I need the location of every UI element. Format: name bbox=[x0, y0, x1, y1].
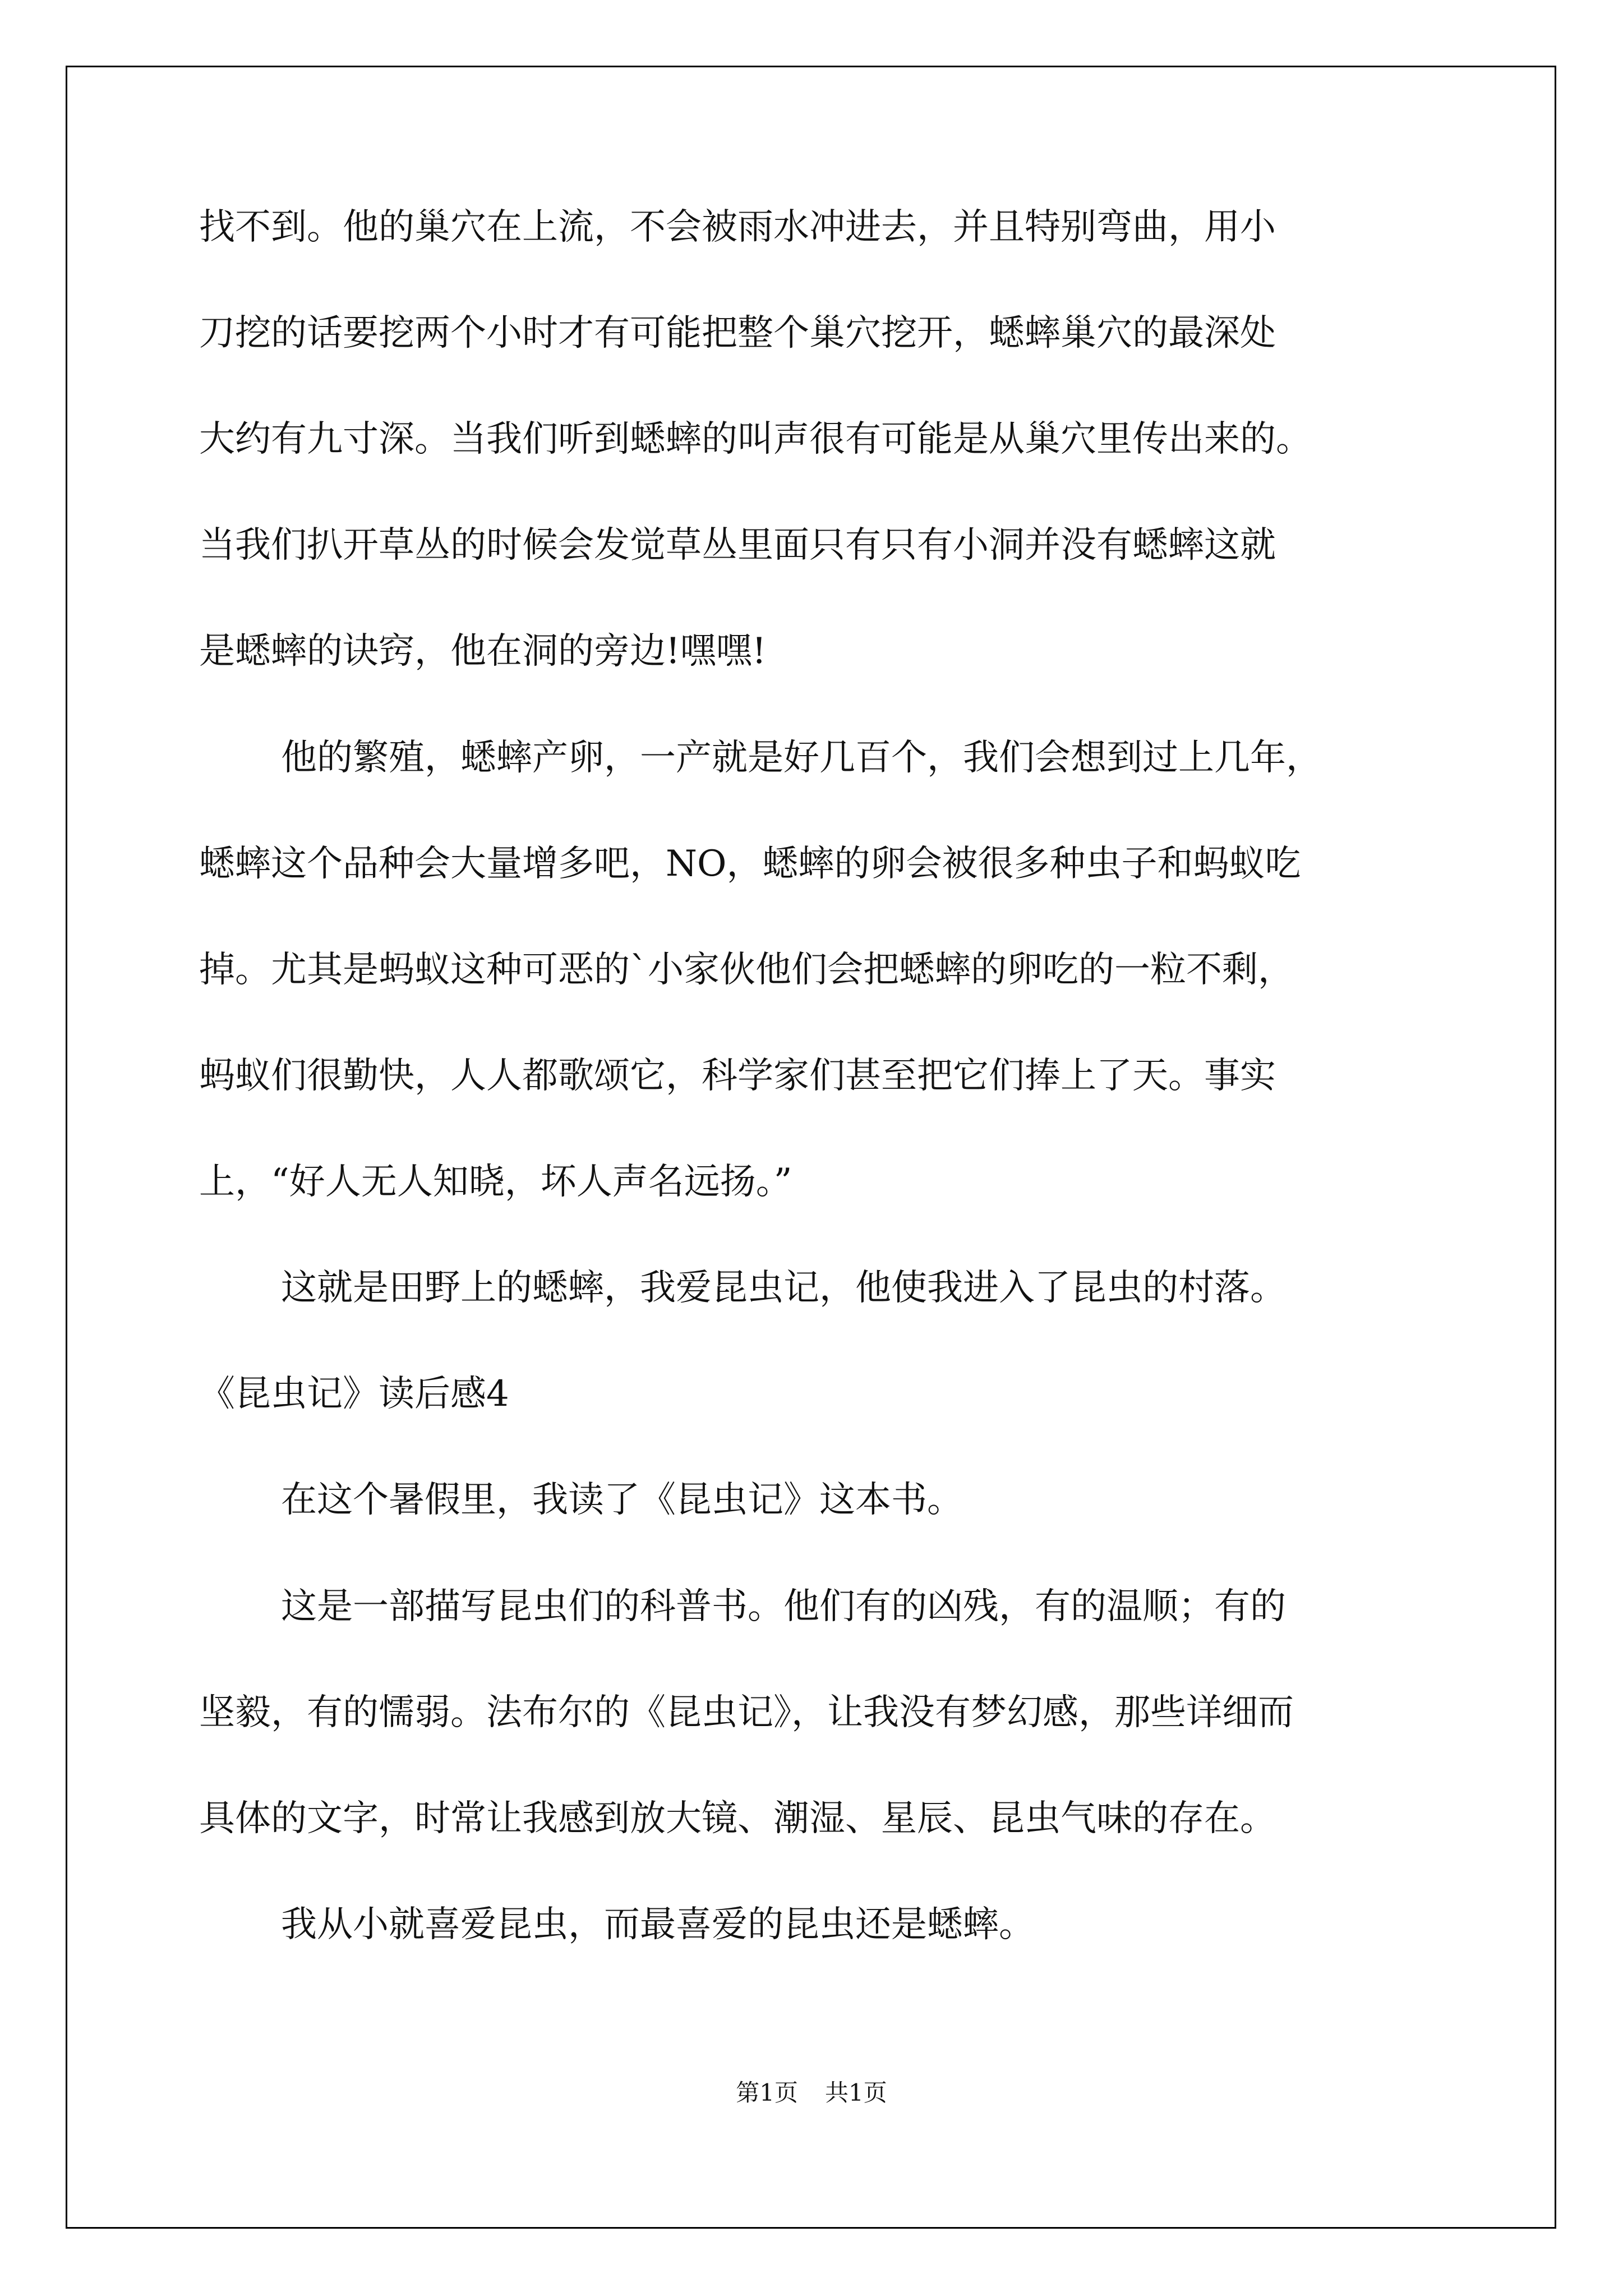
page-total: 共1页 bbox=[825, 2079, 887, 2106]
text-line: 上，“好人无人知晓，坏人声名远扬。” bbox=[199, 1161, 792, 1203]
paragraph-first-line: 他的繁殖，蟋蟀产卵，一产就是好几百个，我们会想到过上几年， bbox=[281, 737, 1322, 779]
paragraph-first-line: 这是一部描写昆虫们的科普书。他们有的凶残，有的温顺；有的 bbox=[281, 1586, 1286, 1627]
text-line: 大约有九寸深。当我们听到蟋蟀的叫声很有可能是从巢穴里传出来的。 bbox=[199, 418, 1312, 460]
text-line: 掉。尤其是蚂蚁这种可恶的`小家伙他们会把蟋蟀的卵吃的一粒不剩， bbox=[199, 949, 1294, 991]
paragraph-first-line: 在这个暑假里，我读了《昆虫记》这本书。 bbox=[281, 1479, 963, 1521]
paragraph-first-line: 我从小就喜爱昆虫，而最喜爱的昆虫还是蟋蟀。 bbox=[281, 1904, 1035, 1945]
section-heading: 《昆虫记》读后感4 bbox=[199, 1373, 509, 1415]
text-line: 蟋蟀这个品种会大量增多吧，NO，蟋蟀的卵会被很多种虫子和蚂蚁吃 bbox=[199, 843, 1301, 885]
page-number: 第1页 bbox=[736, 2079, 798, 2106]
text-line: 刀挖的话要挖两个小时才有可能把整个巢穴挖开，蟋蟀巢穴的最深处 bbox=[199, 312, 1276, 354]
text-line: 坚毅，有的懦弱。法布尔的《昆虫记》，让我没有梦幻感，那些详细而 bbox=[199, 1692, 1294, 1733]
page-footer bbox=[0, 2074, 1623, 2108]
text-line: 蚂蚁们很勤快，人人都歌颂它，科学家们甚至把它们捧上了天。事实 bbox=[199, 1055, 1276, 1097]
text-line: 具体的文字，时常让我感到放大镜、潮湿、星辰、昆虫气味的存在。 bbox=[199, 1798, 1276, 1839]
text-line: 找不到。他的巢穴在上流，不会被雨水冲进去，并且特别弯曲，用小 bbox=[199, 206, 1276, 248]
text-line: 当我们扒开草丛的时候会发觉草丛里面只有只有小洞并没有蟋蟀这就 bbox=[199, 524, 1276, 566]
paragraph-first-line: 这就是田野上的蟋蟀，我爱昆虫记，他使我进入了昆虫的村落。 bbox=[281, 1267, 1286, 1309]
text-line: 是蟋蟀的诀窍，他在洞的旁边!嘿嘿! bbox=[199, 631, 767, 672]
